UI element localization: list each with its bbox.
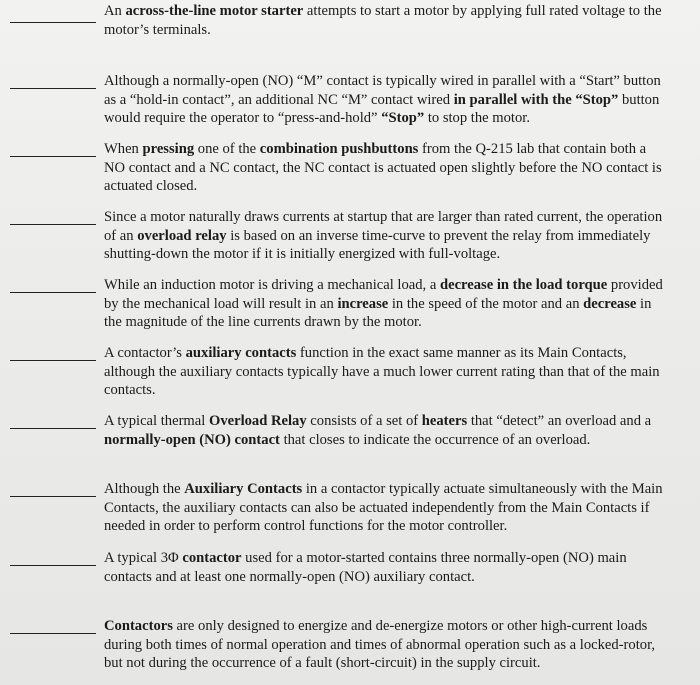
text-run: used for a motor-started contains three normally-open (NO) main contacts and at least one normally-open (NO) auxiliary contact. [104, 550, 627, 585]
text-run: A contactor’s [104, 345, 186, 361]
text-run: Although the [104, 481, 185, 497]
bold-term: increase [337, 295, 389, 312]
text-run: A typical thermal [104, 413, 209, 429]
answer-blank[interactable] [10, 496, 96, 497]
bold-term: decrease [583, 295, 637, 312]
answer-blank[interactable] [10, 224, 96, 225]
text-run: When [104, 141, 143, 157]
bold-term: in parallel with the [453, 91, 572, 108]
answer-blank[interactable] [10, 88, 96, 89]
text-run: provided by the mechanical load will result in an [104, 277, 663, 312]
bold-term: “Stop” [381, 110, 425, 126]
bold-term: auxiliary contacts [185, 345, 297, 361]
text-run: that closes to indicate the occurrence of an overload. [279, 431, 591, 448]
answer-blank[interactable] [10, 156, 96, 157]
bold-term: “Stop” [575, 91, 619, 108]
bold-term: Contactors [104, 618, 173, 634]
bold-term: normally-open (NO) contact [104, 431, 280, 448]
text-run: Since a motor naturally draws currents at startup that are larger than rated current, the operation of an [104, 209, 663, 244]
text-run: in the magnitude of the line currents drawn by the motor. [104, 295, 652, 330]
bold-term: contactor [182, 550, 242, 566]
bold-term: combination pushbuttons [259, 141, 419, 157]
bold-term: heaters [421, 413, 468, 429]
text-run: from the Q-215 lab that contain both a NO contact and a NC contact, the NC contact is actuated open slightly before the NO contact is actuated closed. [104, 141, 662, 194]
text-run: to stop the motor. [424, 110, 530, 126]
answer-blank[interactable] [10, 565, 96, 566]
text-run: one of the [194, 141, 260, 157]
text-run: in the speed of the motor and an [388, 295, 584, 312]
text-run: consists of a set of [306, 413, 422, 429]
question-text [104, 412, 664, 449]
text-run: button would require the operator to “press-and-hold” [104, 91, 660, 126]
text-run: A typical 3Φ [104, 550, 183, 566]
text-run: While an induction motor is driving a mechanical load, a [104, 277, 440, 293]
text-run: attempts to start a motor by applying full rated voltage to the motor’s terminals. [104, 3, 662, 38]
question-text [104, 140, 664, 196]
question-text [104, 480, 664, 536]
text-run: are only designed to energize and de-energize motors or other high-current loads during both times of normal operation and times of abnormal operation such as a locked-rotor, but not during the occurrence of a fault (short-circuit) in the supply circuit. [104, 618, 655, 671]
answer-blank[interactable] [10, 360, 96, 361]
bold-term: pressing [142, 141, 195, 157]
question-text [104, 208, 664, 264]
answer-blank[interactable] [10, 292, 96, 293]
bold-term: Auxiliary Contacts [184, 481, 303, 497]
question-text [104, 2, 664, 39]
bold-term: decrease in the load torque [439, 277, 608, 293]
text-run: An [104, 3, 126, 19]
question-text [104, 549, 664, 586]
question-text [104, 617, 664, 673]
question-text [104, 276, 664, 332]
text-run: function in the exact same manner as its Main Contacts, although the auxiliary contacts typically have a much lower current rating than that of the main contacts. [104, 345, 660, 398]
text-run: that “detect” an overload and a [467, 413, 652, 429]
question-text [104, 72, 664, 128]
text-run: is based on an inverse time-curve to prevent the relay from immediately shutting-down the motor if it is initially energized with full-voltage. [104, 227, 651, 262]
bold-term: across-the-line motor starter [125, 3, 304, 19]
answer-blank[interactable] [10, 633, 96, 634]
answer-blank[interactable] [10, 428, 96, 429]
text-run: Although a normally-open (NO) “M” contact is typically wired in parallel with a “Start” button as a “hold-in contact”, an additional NC “M” contact wired [104, 73, 661, 108]
question-text [104, 344, 664, 400]
bold-term: overload relay [137, 227, 227, 244]
text-run: in a contactor typically actuate simultaneously with the Main Contacts, the auxiliary contacts can also be actuated independently from the Main Contacts if needed in order to perform control functions for the motor controller. [104, 481, 663, 534]
answer-blank[interactable] [10, 22, 96, 23]
bold-term: Overload Relay [208, 413, 307, 429]
